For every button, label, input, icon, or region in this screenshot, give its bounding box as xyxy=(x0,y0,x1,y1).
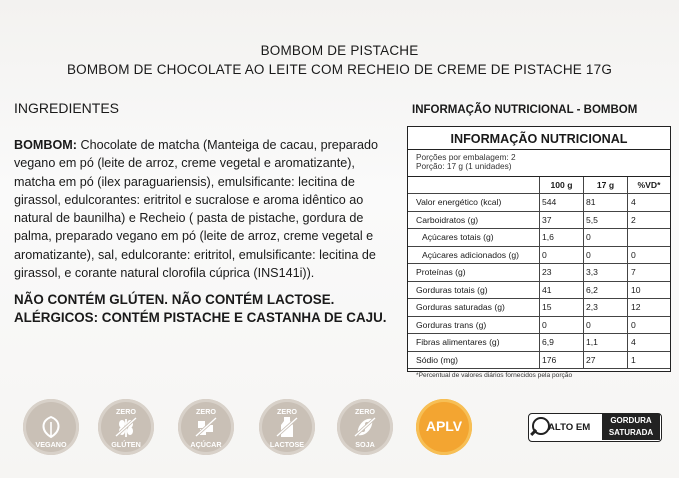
column-header: %VD* xyxy=(628,177,671,194)
value-vd xyxy=(628,229,671,247)
nutrient-name: Gorduras saturadas (g) xyxy=(408,299,540,317)
value-100g: 0 xyxy=(540,316,584,334)
column-header: 100 g xyxy=(540,177,584,194)
nutrient-name: Sódio (mg) xyxy=(408,351,540,369)
seal-zero-label: ZERO xyxy=(196,407,216,416)
allergen-statement: ALÉRGICOS: CONTÉM PISTACHE E CASTANHA DE CAJU. xyxy=(14,310,387,325)
zero-lactose-seal xyxy=(259,399,315,455)
leaf-icon xyxy=(38,415,64,439)
product-title: BOMBOM DE PISTACHE xyxy=(260,43,419,58)
seal-label: AÇÚCAR xyxy=(190,440,222,449)
nutrition-section-heading: INFORMAÇÃO NUTRICIONAL - BOMBOM xyxy=(412,104,638,116)
nutrient-rows xyxy=(408,177,670,369)
aplv-seal xyxy=(416,399,472,455)
value-17g: 0 xyxy=(584,246,628,264)
table-row xyxy=(408,334,670,352)
servings-per-package: Porções por embalagem: 2 xyxy=(416,152,516,162)
value-vd: 2 xyxy=(628,211,671,229)
nutrient-name: Açúcares adicionados (g) xyxy=(408,246,540,264)
value-17g: 27 xyxy=(584,351,628,369)
sugar-icon xyxy=(193,415,219,439)
milk-bottle-icon xyxy=(274,415,300,439)
table-row xyxy=(408,194,670,212)
nutrient-name: Gorduras trans (g) xyxy=(408,316,540,334)
value-100g: 23 xyxy=(540,264,584,282)
ingredients-text xyxy=(14,136,394,282)
value-17g: 5,5 xyxy=(584,211,628,229)
serving-info xyxy=(408,150,670,177)
seal-label: LACTOSE xyxy=(269,440,305,449)
nutrition-table-title: INFORMAÇÃO NUTRICIONAL xyxy=(408,127,670,150)
value-100g: 37 xyxy=(540,211,584,229)
value-17g: 2,3 xyxy=(584,299,628,317)
ingredients-list: Chocolate de matcha (Manteiga de cacau, preparado vegano em pó (leite de arroz, creme vegetal e aromatizante), matcha em pó (ilex paraguariensis), emulsificante: lecitina de girassol, edulcorantes: eritritol e sucralose e aroma idêntico ao natural de baunilha) e Recheio ( pasta de pistache, gordura de palma, preparado vegano em pó (leite de arroz, creme vegetal e aromatizante), sal, edulcorante: eritritol, emulsificante: lecitina de girassol, e corante natural clorofila cúprica (INS141i)). xyxy=(14,138,379,281)
value-17g: 81 xyxy=(584,194,628,212)
table-footnote: *Percentual de valores diários fornecidos pela porção xyxy=(416,372,573,379)
nutrient-name: Açúcares totais (g) xyxy=(408,229,540,247)
product-subtitle: BOMBOM DE CHOCOLATE AO LEITE COM RECHEIO DE CREME DE PISTACHE 17G xyxy=(66,62,613,77)
nutrition-facts-table xyxy=(407,126,671,379)
table-row xyxy=(408,264,670,282)
nutrient-name: Carboidratos (g) xyxy=(408,211,540,229)
table-row xyxy=(408,281,670,299)
nutrient-name: Valor energético (kcal) xyxy=(408,194,540,212)
seal-label: GLÚTEN xyxy=(111,440,141,449)
table-row xyxy=(408,246,670,264)
value-100g: 6,9 xyxy=(540,334,584,352)
saturada-label: SATURADA xyxy=(608,427,654,437)
seal-zero-label: ZERO xyxy=(277,407,297,416)
soy-icon xyxy=(352,415,378,439)
value-100g: 1,6 xyxy=(540,229,584,247)
value-100g: 41 xyxy=(540,281,584,299)
column-header: 17 g xyxy=(584,177,628,194)
zero-soja-seal xyxy=(337,399,393,455)
value-vd: 0 xyxy=(628,316,671,334)
value-vd: 10 xyxy=(628,281,671,299)
value-vd: 4 xyxy=(628,194,671,212)
gordura-saturada-label xyxy=(602,414,660,440)
ingredients-label: BOMBOM: xyxy=(14,138,77,152)
value-vd: 0 xyxy=(628,246,671,264)
column-header xyxy=(408,177,540,194)
table-row xyxy=(408,229,670,247)
value-vd: 7 xyxy=(628,264,671,282)
value-100g: 0 xyxy=(540,246,584,264)
no-gluten-lactose-warning: NÃO CONTÉM GLÚTEN. NÃO CONTÉM LACTOSE. xyxy=(14,292,335,307)
value-vd: 1 xyxy=(628,351,671,369)
table-row xyxy=(408,316,670,334)
seal-zero-label: ZERO xyxy=(116,407,136,416)
table-row xyxy=(408,299,670,317)
seal-label: VEGANO xyxy=(35,440,67,449)
nutrient-name: Proteínas (g) xyxy=(408,264,540,282)
wheat-icon xyxy=(113,415,139,439)
seal-zero-label: ZERO xyxy=(355,407,375,416)
value-100g: 176 xyxy=(540,351,584,369)
allergen-warnings xyxy=(14,291,404,327)
table-row xyxy=(408,351,670,369)
value-17g: 1,1 xyxy=(584,334,628,352)
vegano-seal xyxy=(23,399,79,455)
nutrient-name: Gorduras totais (g) xyxy=(408,281,540,299)
zero-gluten-seal xyxy=(98,399,154,455)
value-100g: 544 xyxy=(540,194,584,212)
value-17g: 6,2 xyxy=(584,281,628,299)
value-vd: 12 xyxy=(628,299,671,317)
nutrient-name: Fibras alimentares (g) xyxy=(408,334,540,352)
seal-label: SOJA xyxy=(355,440,375,449)
table-header-row xyxy=(408,177,670,194)
aplv-label: APLV xyxy=(425,418,463,434)
alto-em-label: ALTO EM xyxy=(548,422,591,433)
value-17g: 3,3 xyxy=(584,264,628,282)
ingredients-heading: INGREDIENTES xyxy=(14,100,120,116)
table-row xyxy=(408,211,670,229)
serving-size: Porção: 17 g (1 unidades) xyxy=(416,161,512,172)
value-17g: 0 xyxy=(584,316,628,334)
value-100g: 15 xyxy=(540,299,584,317)
value-vd: 4 xyxy=(628,334,671,352)
high-saturated-fat-badge xyxy=(528,413,662,442)
zero-acucar-seal xyxy=(178,399,234,455)
value-17g: 0 xyxy=(584,229,628,247)
gordura-label: GORDURA xyxy=(610,416,652,425)
